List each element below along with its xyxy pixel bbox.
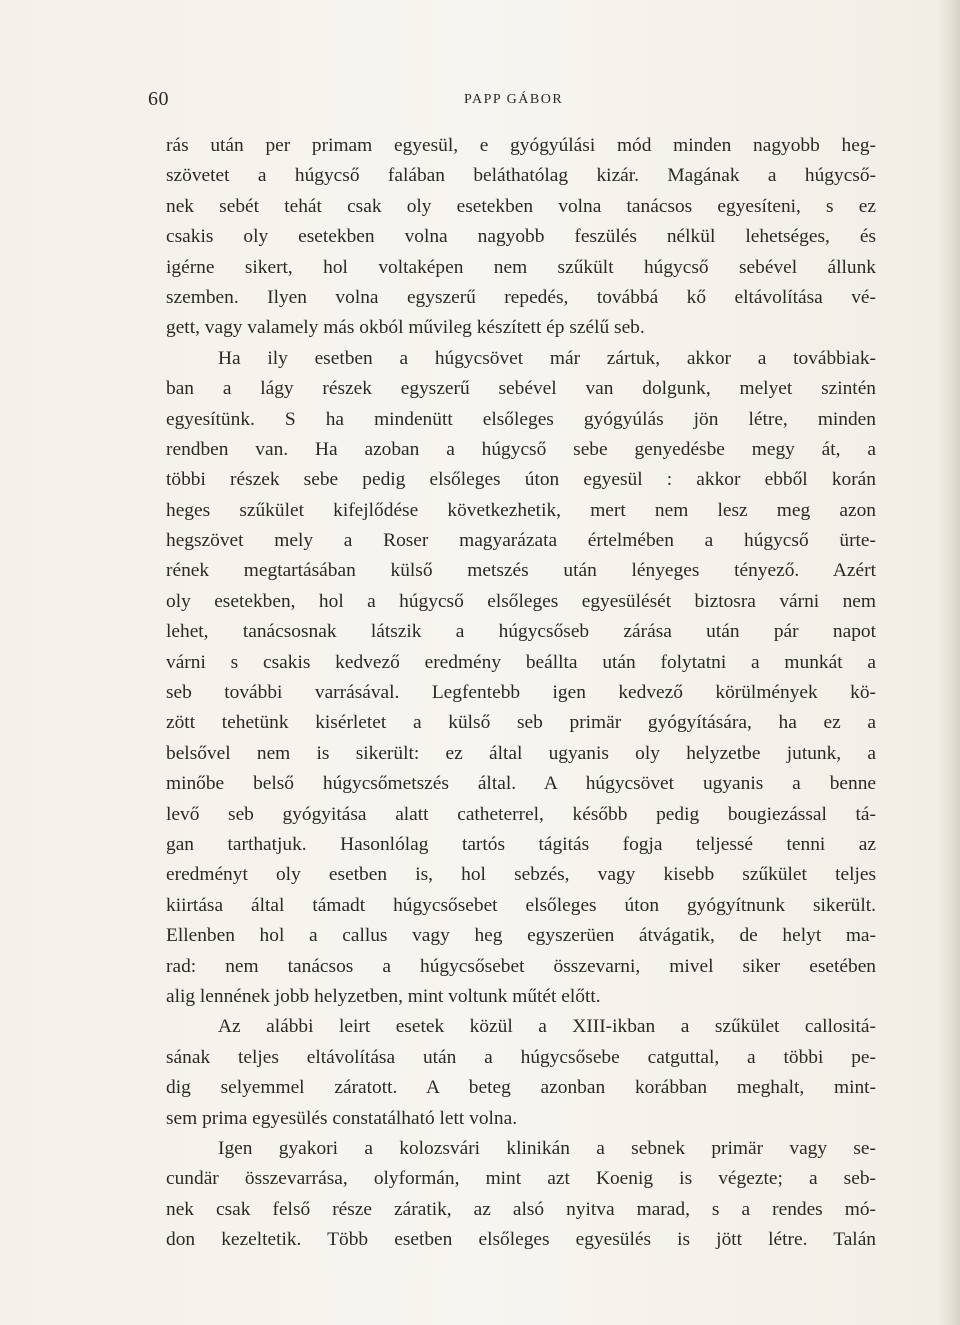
text-line: nek csak felső része záratik, az alsó nyitva marad, s a rendes mó- <box>166 1198 876 1220</box>
text-line: szövetet a húgycső falában beláthatólag kizár. Magának a húgycső- <box>166 165 876 187</box>
text-line: hegszövet mely a Roser magyarázata értelmében a húgycső ürte- <box>166 530 876 552</box>
text-line: seb további varrásával. Legfentebb igen kedvező körülmények kö- <box>166 682 876 704</box>
text-line: dig selyemmel záratott. A beteg azonban korábban meghalt, mint- <box>166 1077 876 1099</box>
page-number: 60 <box>148 88 169 110</box>
text-line: sának teljes eltávolítása után a húgycsősebe catguttal, a többi pe- <box>166 1046 876 1068</box>
running-head: PAPP GÁBOR <box>464 92 564 107</box>
text-line: belsővel nem is sikerült: ez által ugyanis oly helyzetbe jutunk, a <box>166 742 876 764</box>
page-edge-shadow <box>938 0 960 1325</box>
text-line: Ha ily esetben a húgycsövet már zártuk, akkor a továbbiak- <box>218 347 876 369</box>
text-line: oly esetekben, hol a húgycső elsőleges egyesülését biztosra várni nem <box>166 590 876 612</box>
text-line: Igen gyakori a kolozsvári klinikán a sebnek primär vagy se- <box>218 1137 876 1159</box>
text-line: sem prima egyesülés constatálható lett volna. <box>166 1107 518 1129</box>
text-line: heges szűkület kifejlődése következhetik, mert nem lesz meg azon <box>166 499 876 521</box>
text-line: Az alábbi leirt esetek közül a XIII-ikban a szűkület callositá- <box>218 1016 876 1038</box>
text-line: rének megtartásában külső metszés után lényeges tényező. Azért <box>166 560 876 582</box>
text-line: egyesítünk. S ha mindenütt elsőleges gyógyúlás jön létre, minden <box>166 408 876 430</box>
text-line: gan tarthatjuk. Hasonlólag tartós tágitás fogja teljessé tenni az <box>166 833 876 855</box>
text-line: eredményt oly esetben is, hol sebzés, vagy kisebb szűkület teljes <box>166 864 876 886</box>
text-line: rás után per primam egyesül, e gyógyúlási mód minden nagyobb heg- <box>166 135 876 156</box>
text-line: rendben van. Ha azoban a húgycső sebe genyedésbe megy át, a <box>166 438 876 460</box>
text-line: kiirtása által támadt húgycsősebet elsőleges úton gyógyítnunk sikerült. <box>166 894 876 916</box>
text-line: lehet, tanácsosnak látszik a húgycsőseb zárása után pár napot <box>166 621 876 643</box>
text-line: Ellenben hol a callus vagy heg egyszerüen átvágatik, de helyt ma- <box>166 925 876 947</box>
body-text <box>166 131 876 1255</box>
text-line: zött tehetünk kisérletet a külső seb primär gyógyítására, ha ez a <box>166 712 876 734</box>
page-header <box>0 88 960 114</box>
text-line: szemben. Ilyen volna egyszerű repedés, továbbá kő eltávolítása vé- <box>166 286 876 308</box>
text-line: többi részek sebe pedig elsőleges úton egyesül : akkor ebből korán <box>166 469 876 491</box>
text-line: nek sebét tehát csak oly esetekben volna tanácsos egyesíteni, s ez <box>166 195 876 217</box>
text-line: don kezeltetik. Több esetben elsőleges egyesülés is jött létre. Talán <box>166 1229 876 1251</box>
text-line: rad: nem tanácsos a húgycsősebet összevarni, mivel siker esetében <box>166 955 876 977</box>
text-line: igérne sikert, hol voltaképen nem szűkült húgycső sebével állunk <box>166 256 876 278</box>
text-line: minőbe belső húgycsőmetszés által. A húgycsövet ugyanis a benne <box>166 773 876 795</box>
text-line: cundär összevarrása, olyformán, mint azt Koenig is végezte; a seb- <box>166 1168 876 1190</box>
text-line: ban a lágy részek egyszerű sebével van dolgunk, melyet szintén <box>166 378 876 400</box>
text-line: csakis oly esetekben volna nagyobb feszülés nélkül lehetséges, és <box>166 226 876 248</box>
text-line: gett, vagy valamely más okból művileg készített ép szélű seb. <box>166 317 645 339</box>
text-line: levő seb gyógyitása alatt catheterrel, később pedig bougiezással tá- <box>166 803 876 825</box>
text-line: alig lennének jobb helyzetben, mint voltunk műtét előtt. <box>166 985 601 1007</box>
text-line: várni s csakis kedvező eredmény beállta után folytatni a munkát a <box>166 651 876 673</box>
